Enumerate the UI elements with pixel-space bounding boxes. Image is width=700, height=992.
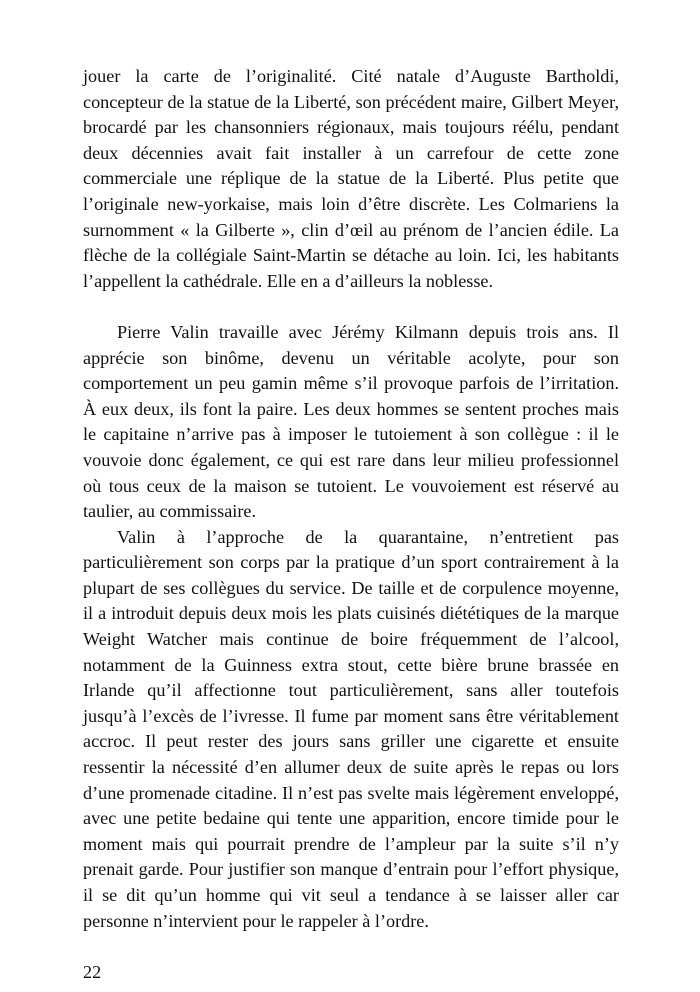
paragraph: [83, 320, 619, 525]
text-line: le capitaine n’arrive pas à imposer le tutoiement à son collègue : il le: [83, 424, 619, 445]
body-text: [83, 64, 619, 934]
text-line: accroc. Il peut rester des jours sans griller une cigarette et ensuite: [83, 731, 619, 752]
text-line: il se dit qu’un homme qui vit seul a tendance à se laisser aller car: [83, 885, 619, 905]
text-line: notamment de la Guinness extra stout, cette bière brune brassée en: [83, 654, 619, 675]
page: [83, 64, 619, 986]
text-line: il a introduit depuis deux mois les plats cuisinés diététiques de la marque: [83, 603, 619, 624]
text-line: plupart de ses collègues du service. De taille et de corpulence moyenne,: [83, 577, 619, 598]
text-line: particulièrement son corps par la pratique d’un sport contrairement à la: [83, 552, 619, 573]
text-line: moment mais qui pourrait prendre de l’ampleur par la suite s’il n’y: [83, 833, 619, 854]
text-line: prenait garde. Pour justifier son manque d’entrain pour l’effort physique,: [83, 859, 619, 880]
paragraph: [83, 64, 619, 294]
text-line: personne n’intervient pour le rappeler à l’ordre.: [83, 910, 429, 931]
text-line: concepteur de la statue de la Liberté, son précédent maire, Gilbert Meyer,: [83, 91, 619, 112]
text-line: l’originale new-yorkaise, mais loin d’être discrète. Les Colmariens la: [83, 193, 619, 214]
page-number: 22: [83, 962, 102, 983]
text-line: surnomment « la Gilberte », clin d’œil au prénom de l’ancien édile. La: [83, 219, 619, 240]
text-line: À eux deux, ils font la paire. Les deux hommes se sentent proches mais: [83, 398, 619, 419]
text-line: Weight Watcher mais continue de boire fréquemment de l’alcool,: [83, 629, 619, 650]
text-line: commerciale une réplique de la statue de la Liberté. Plus petite que: [83, 168, 619, 189]
text-line: apprécie son binôme, devenu un véritable acolyte, pour son: [83, 347, 619, 368]
text-line: ressentir la nécessité d’en allumer deux de suite après le repas ou lors: [83, 757, 619, 778]
text-line: comportement un peu gamin même s’il provoque parfois de l’irritation.: [83, 373, 619, 394]
text-line: Pierre Valin travaille avec Jérémy Kilmann depuis trois ans. Il: [117, 321, 619, 342]
text-line: jouer la carte de l’originalité. Cité natale d’Auguste Bartholdi,: [83, 66, 619, 86]
text-line: d’une promenade citadine. Il n’est pas svelte mais légèrement enveloppé,: [83, 782, 619, 803]
text-line: l’appellent la cathédrale. Elle en a d’ailleurs la noblesse.: [83, 270, 494, 291]
text-line: où tous ceux de la maison se tutoient. Le vouvoiement est réservé au: [83, 475, 619, 496]
text-line: brocardé par les chansonniers régionaux, mais toujours réélu, pendant: [83, 117, 619, 138]
text-line: Irlande qu’il affectionne tout particulièrement, sans aller toutefois: [83, 680, 619, 701]
text-line: jusqu’à l’excès de l’ivresse. Il fume par moment sans être véritablement: [83, 705, 619, 726]
text-line: deux décennies avait fait installer à un carrefour de cette zone: [83, 142, 619, 163]
text-line: Valin à l’approche de la quarantaine, n’entretient pas: [117, 526, 619, 547]
text-line: flèche de la collégiale Saint-Martin se détache au loin. Ici, les habitants: [83, 245, 619, 266]
text-line: taulier, au commissaire.: [83, 501, 257, 522]
text-line: vouvoie donc également, ce qui est rare dans leur milieu professionnel: [83, 449, 619, 470]
text-line: avec une petite bedaine qui tente une apparition, encore timide pour le: [83, 808, 619, 829]
paragraph: [83, 525, 619, 935]
